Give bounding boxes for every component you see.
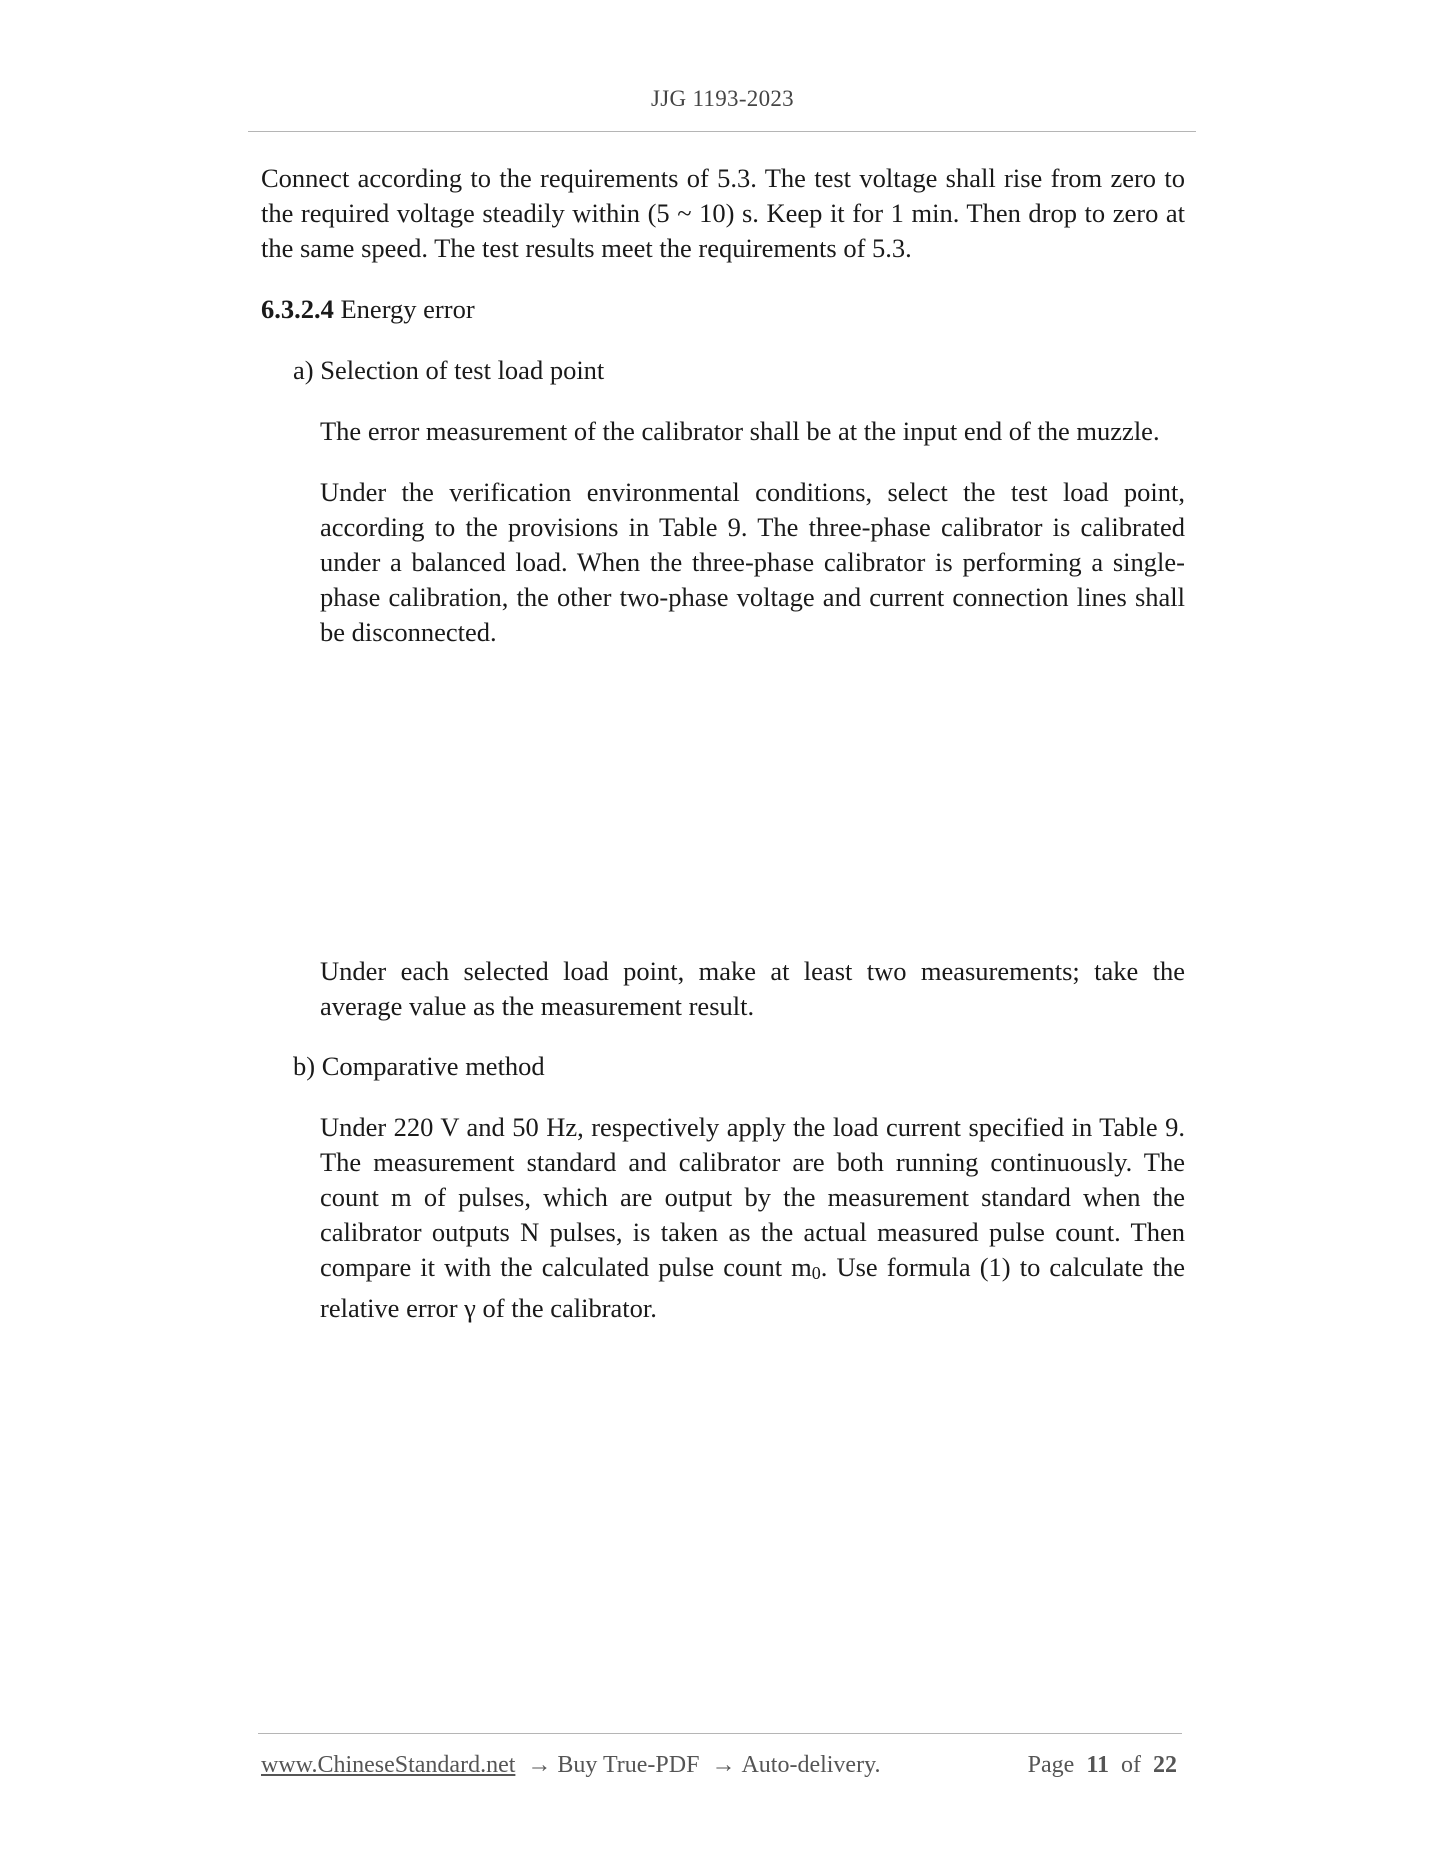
buy-pdf-text: Buy True-PDF — [557, 1752, 700, 1778]
paragraph-error-measurement: The error measurement of the calibrator shall be at the input end of the muzzle. — [320, 416, 1160, 446]
paragraph-connect: Connect according to the requirements of 5.3. The test voltage shall rise from zero to the required voltage steadily within (5 ~ 10) s. Keep it for 1 min. Then drop to zero at the same speed. The test results meet the requirements of 5.3. — [261, 163, 1185, 263]
comparative-text-part-1: Under 220 V and 50 Hz, respectively apply the load current specified in Table 9. The measurement standard and calibrator are both running continuously. The count m of pulses, which are output by the measurement standard when the calibrator outputs N pulses, is taken as the actual measured pulse count. Then compare it with the calculated pulse count m — [320, 1112, 1185, 1282]
subscript-zero: 0 — [811, 1263, 821, 1283]
page-label: Page — [1027, 1752, 1075, 1778]
section-heading — [261, 292, 1185, 327]
header-divider — [248, 131, 1196, 132]
paragraph-comparative-method — [320, 1110, 1185, 1326]
paragraph-verification-conditions: Under the verification environmental conditions, select the test load point, according to the provisions in Table 9. The three-phase calibrator is calibrated under a balanced load. When the three-phase calibrator is performing a single-phase calibration, the other two-phase voltage and current connection lines shall be disconnected. — [320, 477, 1185, 647]
document-code-header: JJG 1193-2023 — [651, 86, 794, 111]
item-b-title: b) Comparative method — [293, 1051, 545, 1081]
auto-delivery-text: Auto-delivery. — [741, 1752, 881, 1778]
site-link[interactable]: www.ChineseStandard.net — [261, 1752, 516, 1778]
page-indicator — [1028, 1752, 1177, 1779]
arrow-right-icon: → — [711, 1752, 736, 1778]
comparative-text-part-2: . Use formula (1) to calculate the relative error γ of the calibrator. — [320, 1252, 1185, 1323]
page-total: 22 — [1153, 1752, 1177, 1778]
paragraph-each-load-point: Under each selected load point, make at least two measurements; take the average value as the measurement result. — [320, 956, 1185, 1021]
of-label: of — [1121, 1752, 1141, 1778]
section-title: Energy error — [340, 294, 475, 324]
arrow-right-icon: → — [527, 1752, 552, 1778]
section-number: 6.3.2.4 — [261, 294, 334, 324]
page-footer — [261, 1752, 1181, 1779]
footer-divider — [258, 1733, 1182, 1734]
item-a-title: a) Selection of test load point — [293, 355, 605, 385]
page-number: 11 — [1086, 1752, 1109, 1778]
